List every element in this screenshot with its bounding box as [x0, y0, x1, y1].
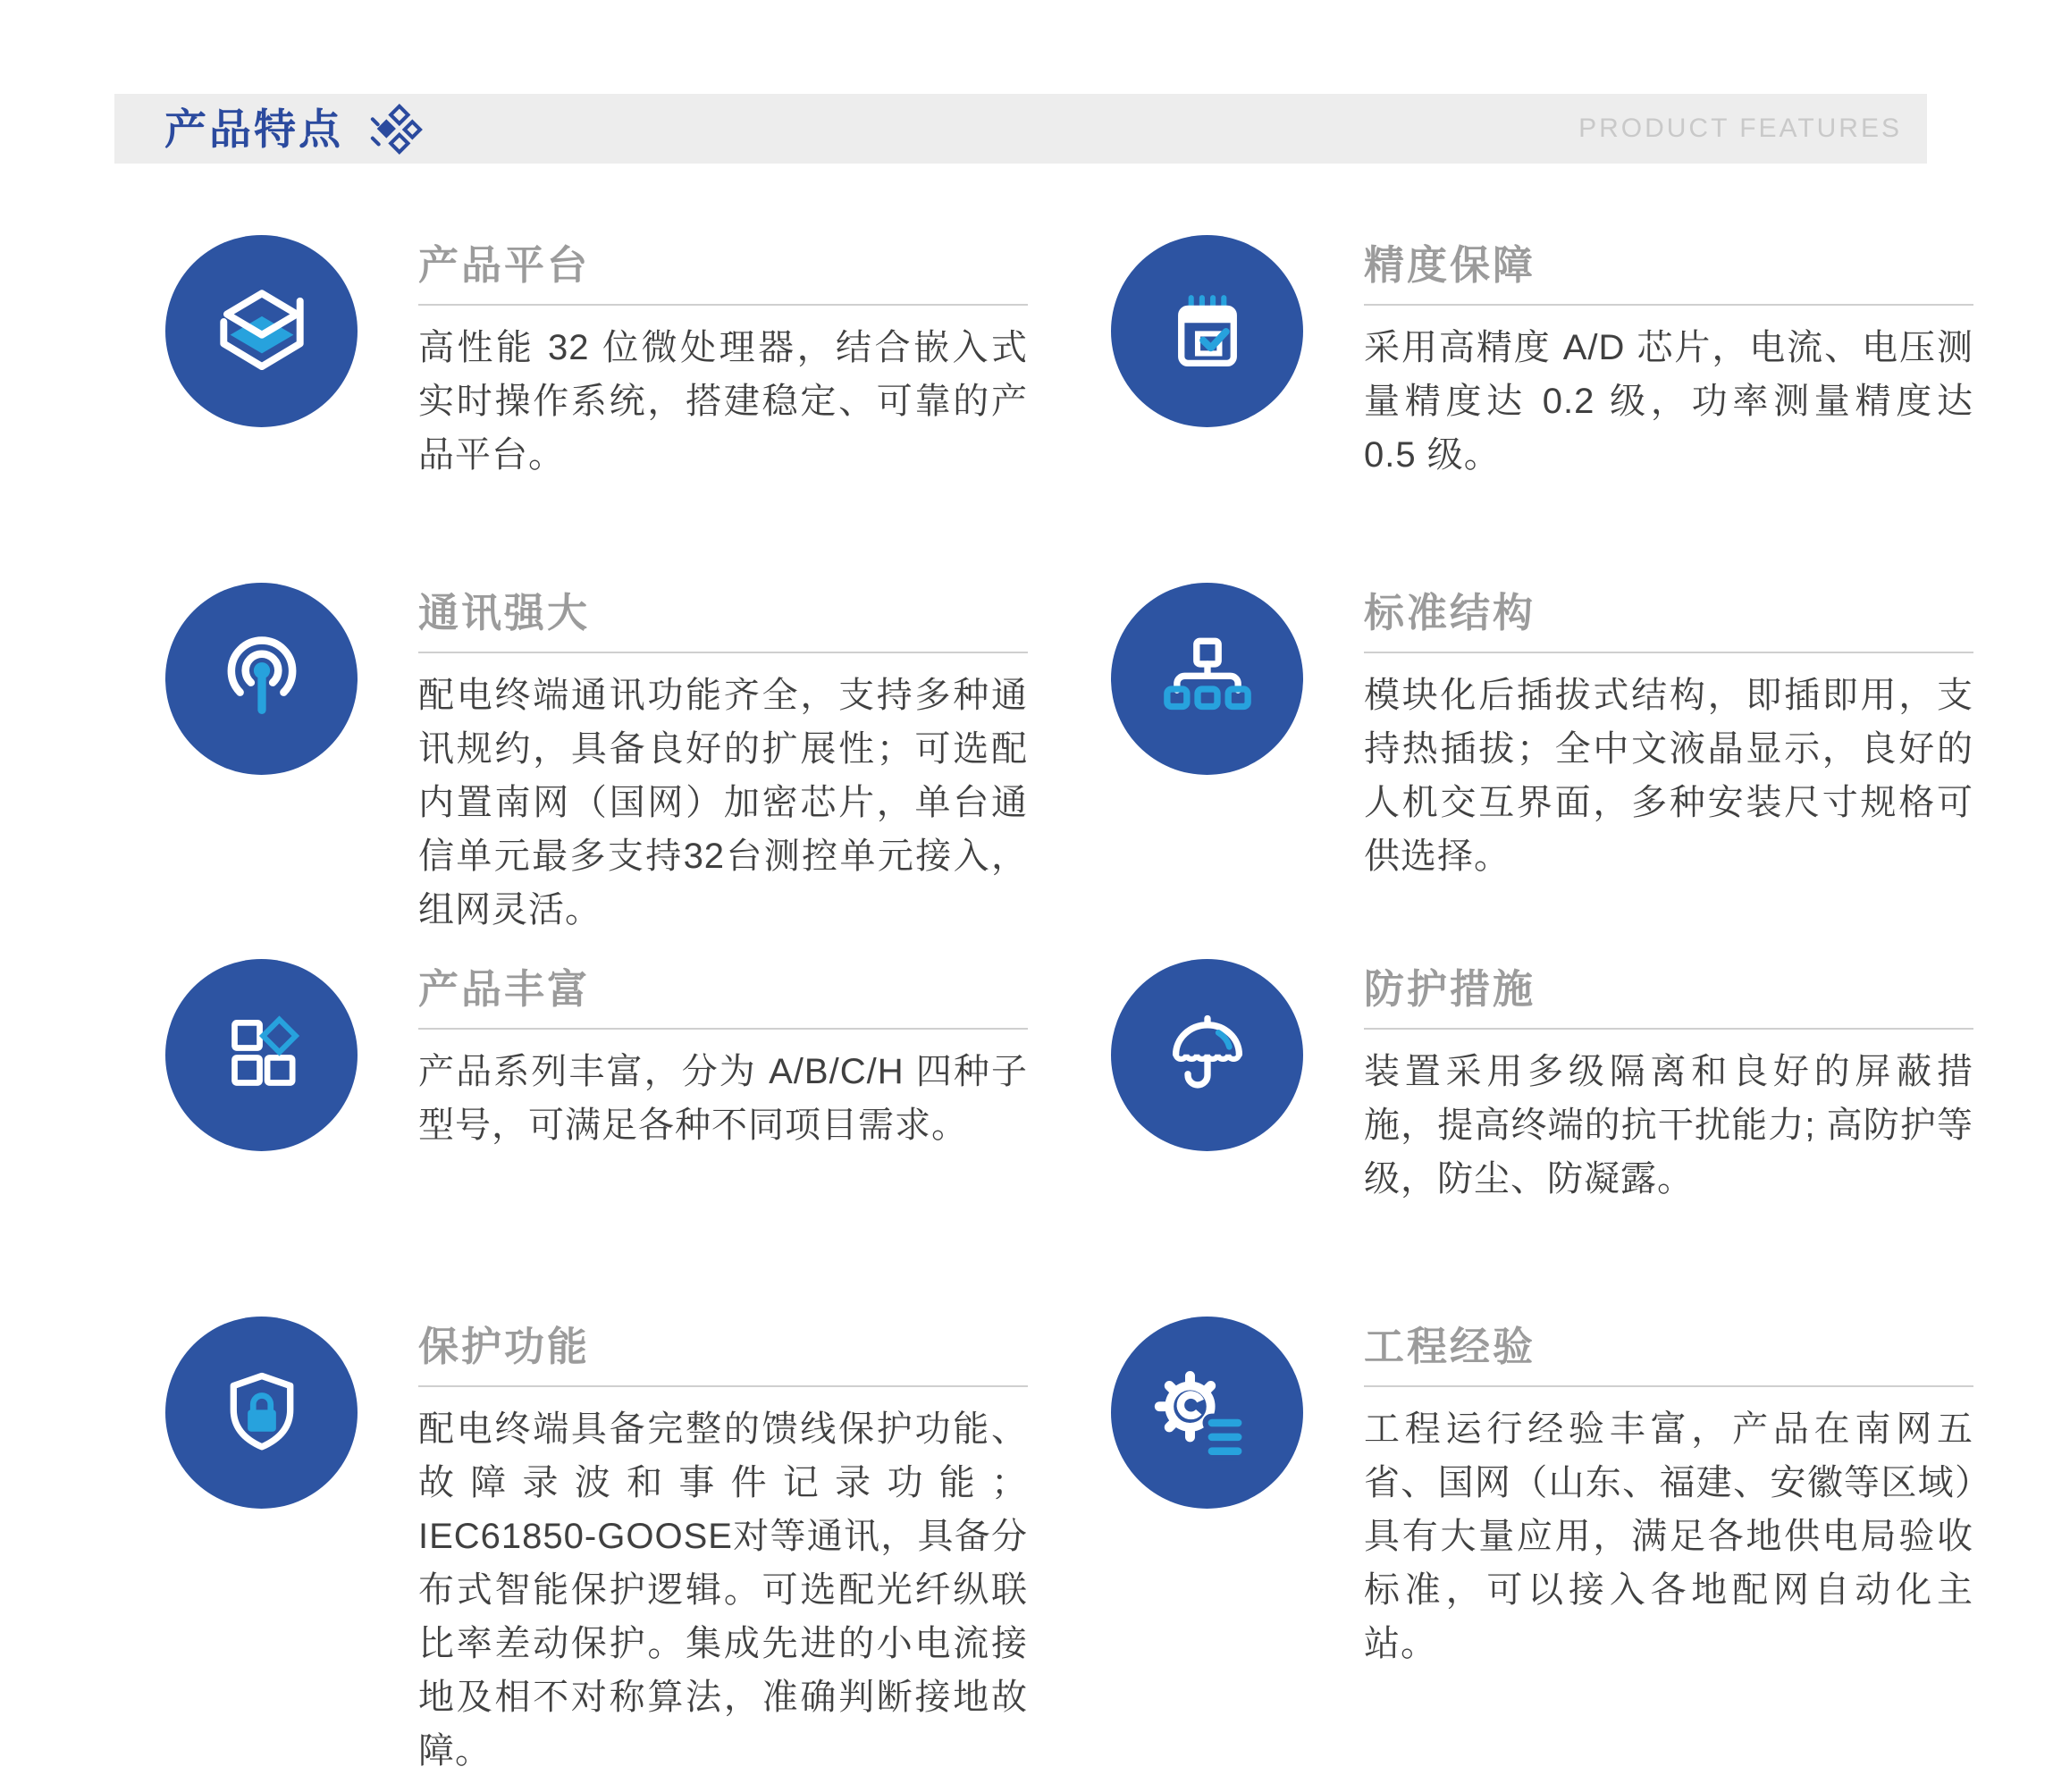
- feature-text: [418, 959, 1028, 1152]
- calendar-check-icon: [1153, 277, 1262, 386]
- features-grid: [165, 235, 1976, 1778]
- feature-icon-circle: [165, 1317, 358, 1509]
- feature-icon-circle: [1111, 959, 1303, 1151]
- feature-description: 配电终端通讯功能齐全，支持多种通讯规约，具备良好的扩展性；可选配内置南网（国网）加密芯片，单台通信单元最多支持32台测控单元接入，组网灵活。: [418, 676, 1028, 930]
- feature-title: 防护措施: [1364, 966, 1536, 1012]
- feature-title: 保护功能: [418, 1324, 591, 1369]
- page-title: 产品特点: [164, 105, 343, 153]
- shield-lock-icon: [207, 1359, 316, 1468]
- feature-text: [418, 235, 1028, 482]
- gear-icon: [1153, 1359, 1262, 1468]
- feature-icon-circle: [165, 235, 358, 427]
- feature-icon-circle: [165, 959, 358, 1151]
- feature-divider: [1364, 304, 1973, 306]
- feature-divider: [1364, 1028, 1973, 1030]
- feature-text: [418, 1317, 1028, 1778]
- feature-text: [1364, 959, 1973, 1206]
- feature-text: [1364, 583, 1973, 883]
- feature-icon-circle: [1111, 1317, 1303, 1509]
- feature-text: [1364, 235, 1973, 482]
- feature-card: [165, 959, 1028, 1152]
- feature-title: 产品丰富: [418, 966, 591, 1012]
- feature-row: [165, 583, 1976, 959]
- feature-divider: [418, 652, 1028, 653]
- umbrella-icon: [1153, 1001, 1262, 1110]
- feature-description: 配电终端具备完整的馈线保护功能、故障录波和事件记录功能；IEC61850-GOOSE对等通讯，具备分布式智能保护逻辑。可选配光纤纵联比率差动保护。集成先进的小电流接地及相不对称算法，准确判断接地故障。: [418, 1409, 1028, 1771]
- feature-title: 工程经验: [1364, 1324, 1536, 1369]
- feature-icon-circle: [1111, 235, 1303, 427]
- feature-description: 装置采用多级隔离和良好的屏蔽措施，提高终端的抗干扰能力; 高防护等级，防尘、防凝露。: [1364, 1052, 1973, 1199]
- hierarchy-icon: [1153, 625, 1262, 734]
- layers-icon: [207, 277, 316, 386]
- feature-card: [1111, 959, 1973, 1206]
- feature-description: 工程运行经验丰富，产品在南网五省、国网（山东、福建、安徽等区域）具有大量应用，满足各地供电局验收标准，可以接入各地配网自动化主站。: [1364, 1409, 1973, 1663]
- feature-title: 产品平台: [418, 242, 591, 288]
- feature-icon-circle: [1111, 583, 1303, 775]
- section-header: [114, 94, 1927, 164]
- feature-card: [1111, 583, 1973, 883]
- feature-divider: [418, 304, 1028, 306]
- feature-description: 模块化后插拔式结构，即插即用，支持热插拔；全中文液晶显示，良好的人机交互界面，多种安装尺寸规格可供选择。: [1364, 676, 1973, 876]
- feature-text: [418, 583, 1028, 937]
- feature-title: 通讯强大: [418, 590, 591, 635]
- feature-title: 标准结构: [1364, 590, 1536, 635]
- section-header-left: [164, 103, 424, 155]
- feature-title: 精度保障: [1364, 242, 1536, 288]
- feature-card: [165, 583, 1028, 937]
- feature-divider: [1364, 1385, 1973, 1387]
- feature-card: [1111, 1317, 1973, 1670]
- feature-icon-circle: [165, 583, 358, 775]
- feature-description: 采用高精度 A/D 芯片，电流、电压测量精度达 0.2 级，功率测量精度达 0.5 级。: [1364, 328, 1973, 475]
- feature-text: [1364, 1317, 1973, 1670]
- broadcast-icon: [207, 625, 316, 734]
- feature-description: 产品系列丰富，分为 A/B/C/H 四种子型号，可满足各种不同项目需求。: [418, 1052, 1028, 1145]
- feature-row: [165, 235, 1976, 583]
- feature-row: [165, 959, 1976, 1317]
- feature-description: 高性能 32 位微处理器，结合嵌入式实时操作系统，搭建稳定、可靠的产品平台。: [418, 328, 1028, 475]
- brand-diamonds-icon: [366, 103, 424, 155]
- feature-divider: [418, 1028, 1028, 1030]
- feature-card: [1111, 235, 1973, 482]
- feature-card: [165, 235, 1028, 482]
- page-subtitle: PRODUCT FEATURES: [1578, 114, 1902, 143]
- feature-row: [165, 1317, 1976, 1778]
- feature-divider: [418, 1385, 1028, 1387]
- feature-card: [165, 1317, 1028, 1778]
- feature-divider: [1364, 652, 1973, 653]
- grid-icon: [207, 1001, 316, 1110]
